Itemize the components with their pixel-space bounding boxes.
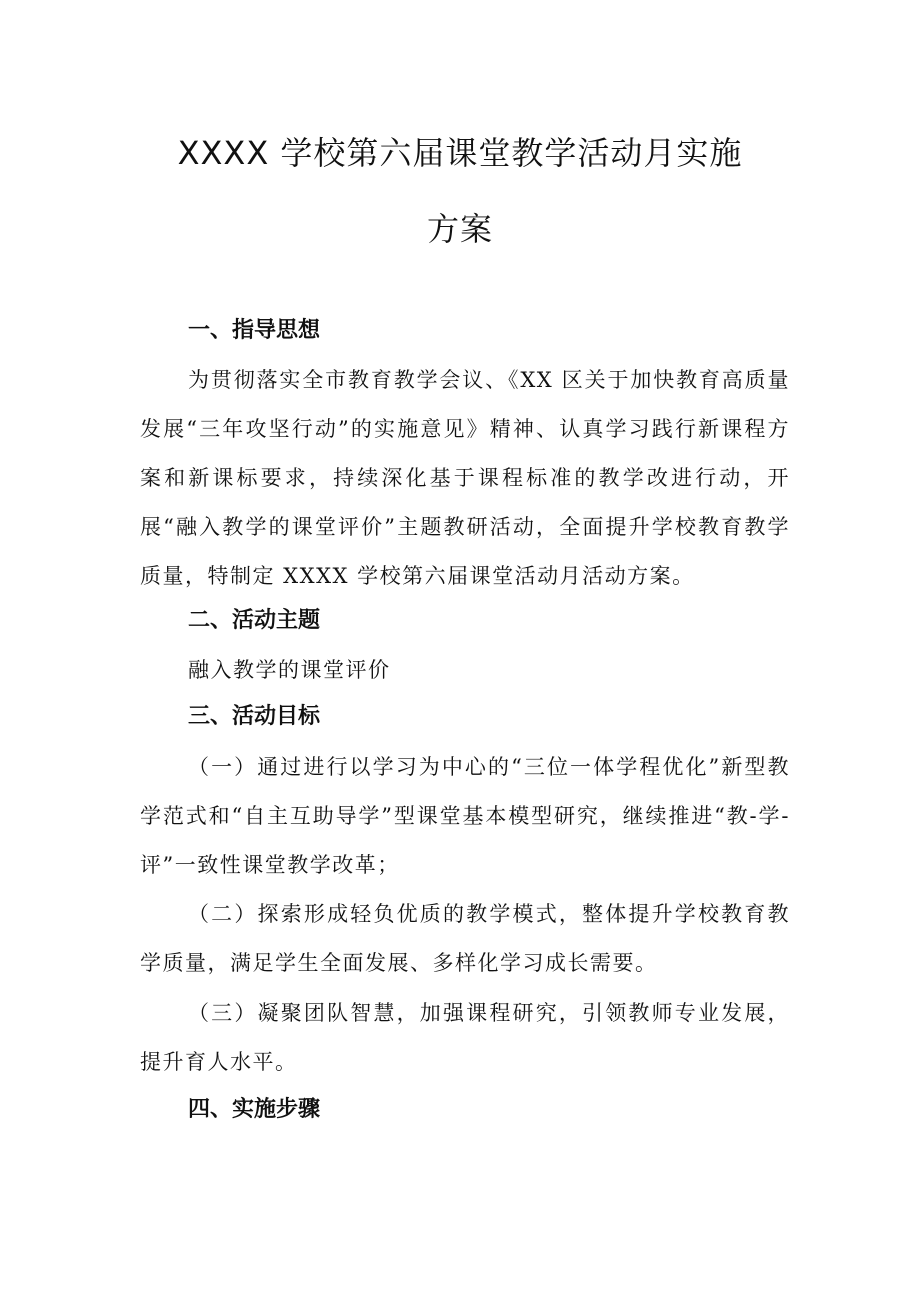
section-paragraph: （二）探索形成轻负优质的教学模式，整体提升学校教育教学质量，满足学生全面发展、多样化学习成长需要。 [140, 902, 790, 975]
section-paragraph: 融入教学的课堂评价 [188, 658, 391, 682]
section-heading-activity-goals: 三、活动目标 [188, 704, 321, 729]
section-heading-activity-theme: 二、活动主题 [188, 608, 321, 633]
section-paragraph: （三）凝聚团队智慧，加强课程研究，引领教师专业发展，提升育人水平。 [140, 1001, 790, 1074]
section-heading-guiding-ideology: 一、指导思想 [188, 318, 321, 343]
document-title-line-1: XXXX 学校第六届课堂教学活动月实施 [177, 134, 743, 172]
section-heading-implementation-steps: 四、实施步骤 [188, 1097, 321, 1122]
document-title-line-2: 方案 [426, 210, 493, 248]
section-paragraph: 为贯彻落实全市教育教学会议、《XX 区关于加快教育高质量发展“三年攻坚行动”的实施意见》精神、认真学习践行新课程方案和新课标要求，持续深化基于课程标准的教学改进行动，开展“融入教学的课堂评价”主题教研活动，全面提升学校教育教学质量，特制定 XXXX 学校第六届课堂活动月活动方案。 [140, 368, 790, 588]
section-paragraph: （一）通过进行以学习为中心的“三位一体学程优化”新型教学范式和“自主互助导学”型课堂基本模型研究，继续推进“教-学-评”一致性课堂教学改革； [140, 755, 790, 877]
